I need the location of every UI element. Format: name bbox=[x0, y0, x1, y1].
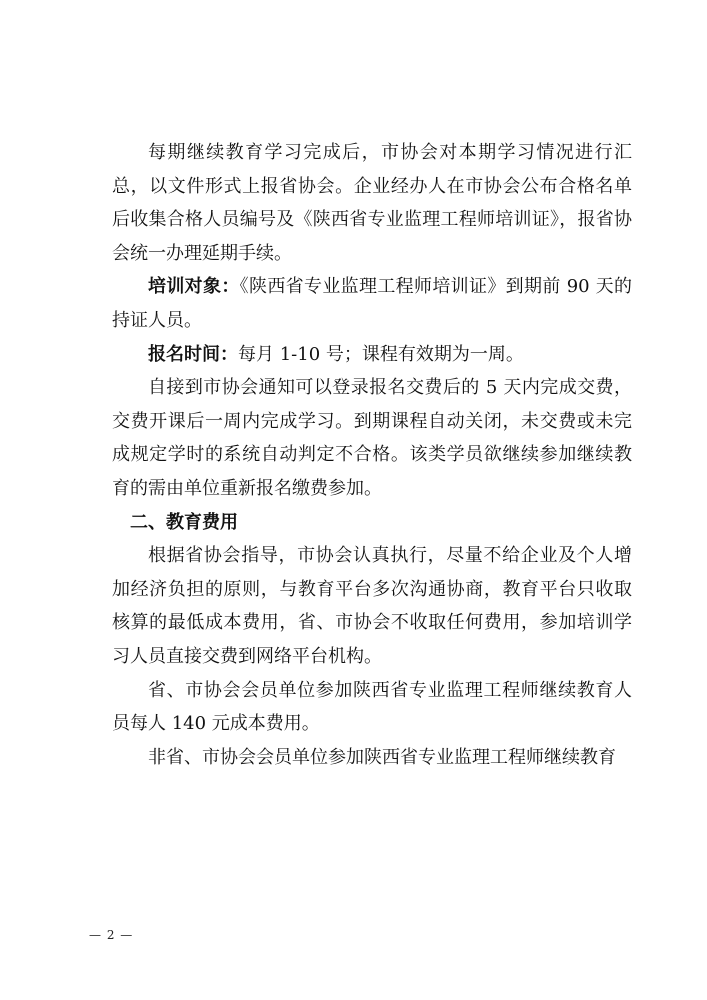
paragraph-text: 省、市协会会员单位参加陕西省专业监理工程师继续教育人员每人 140 元成本费用。 bbox=[112, 679, 632, 735]
page-number: — 2 — bbox=[89, 928, 134, 942]
paragraph-text: 每月 1-10 号；课程有效期为一周。 bbox=[238, 343, 524, 365]
paragraph-payment-rules bbox=[112, 371, 632, 505]
section-heading-education-fees bbox=[112, 506, 632, 540]
paragraph-text: 自接到市协会通知可以登录报名交费后的 5 天内完成交费，交费开课后一周内完成学习。到期课程自动关闭，未交费或未完成规定学时的系统自动判定不合格。该类学员欲继续参加继续教育的需由单位重新报名缴费参加。 bbox=[112, 377, 632, 499]
paragraph-text: 每期继续教育学习完成后，市协会对本期学习情况进行汇总，以文件形式上报省协会。企业经办人在市协会公布合格名单后收集合格人员编号及《陕西省专业监理工程师培训证》，报省协会统一办理延期手续。 bbox=[112, 142, 632, 264]
registration-time-label: 报名时间： bbox=[148, 343, 238, 365]
heading-text: 二、教育费用 bbox=[130, 511, 238, 533]
paragraph-registration-time bbox=[112, 338, 632, 372]
paragraph-summary-report bbox=[112, 136, 632, 270]
training-target-label: 培训对象： bbox=[148, 276, 240, 298]
document-body bbox=[112, 136, 632, 774]
paragraph-fee-principle bbox=[112, 539, 632, 673]
paragraph-text: 非省、市协会会员单位参加陕西省专业监理工程师继续教育 bbox=[148, 746, 616, 768]
paragraph-text: 根据省协会指导，市协会认真执行，尽量不给企业及个人增加经济负担的原则，与教育平台多次沟通协商，教育平台只收取核算的最低成本费用，省、市协会不收取任何费用，参加培训学习人员直接交费到网络平台机构。 bbox=[112, 545, 632, 667]
paragraph-training-target bbox=[112, 270, 632, 337]
paragraph-member-fee bbox=[112, 674, 632, 741]
paragraph-non-member-fee bbox=[112, 741, 632, 775]
paragraph-text: 《陕西省专业监理工程师培训证》到期前 90 天的持证人员。 bbox=[112, 276, 632, 331]
